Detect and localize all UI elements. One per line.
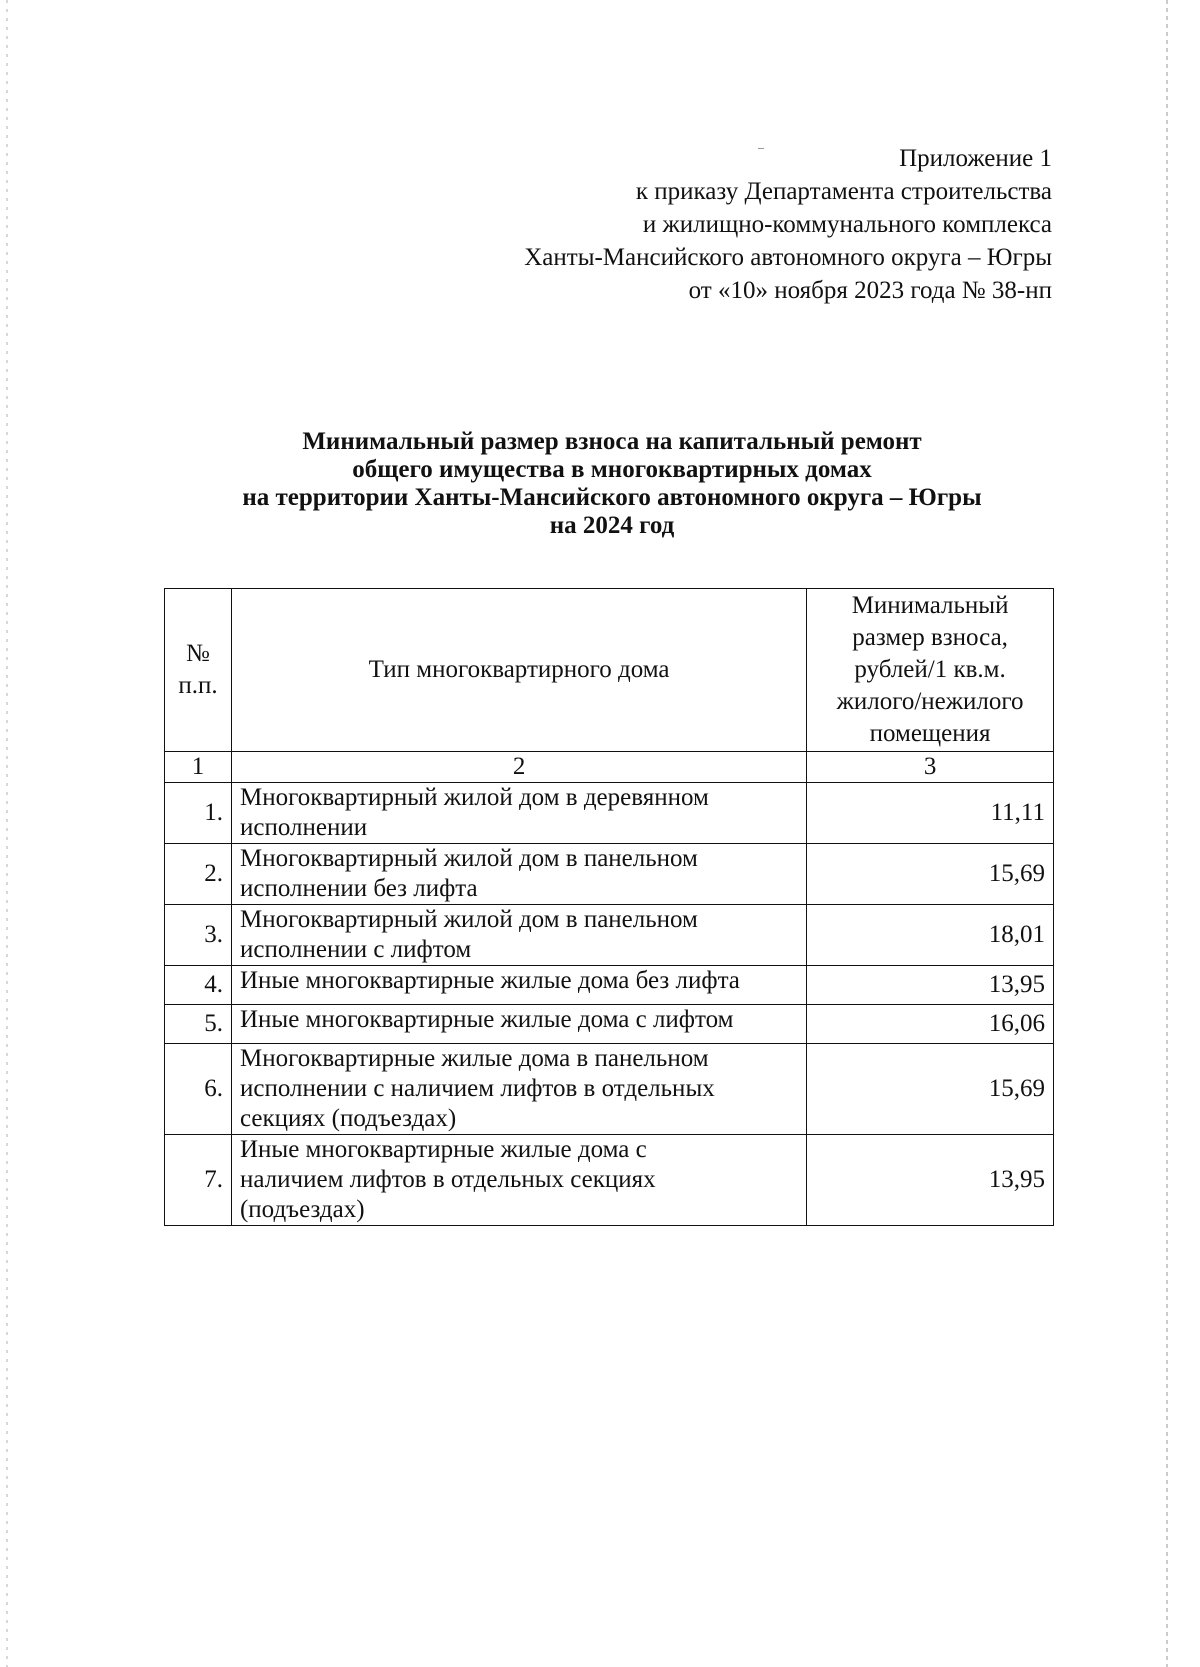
row-number: 4. [165,966,232,1005]
row-type-line: исполнении [239,814,368,841]
table-header-row [165,589,1054,752]
column-index-row [165,752,1054,783]
header-number [165,589,232,752]
row-number: 2. [165,844,232,905]
title-line: общего имущества в многоквартирных домах [352,456,872,483]
annex-line: от «10» ноября 2023 года № 38-нп [688,277,1052,304]
row-type [231,966,806,1005]
row-value: 16,06 [807,1005,1054,1044]
row-type [231,1044,806,1135]
row-type-line: исполнении с лифтом [239,936,472,963]
row-value: 18,01 [807,905,1054,966]
row-type-line: Иные многоквартирные жилые дома без лифта [239,967,740,994]
header-value-line: помещения [869,720,991,747]
row-type [231,905,806,966]
annex-line: и жилищно-коммунального комплекса [642,211,1052,238]
annex-line: к приказу Департамента строительства [635,178,1052,205]
column-index: 3 [807,752,1054,783]
row-number: 1. [165,783,232,844]
row-type-line: исполнении без лифта [239,875,478,902]
table-row [165,966,1054,1005]
row-value: 15,69 [807,844,1054,905]
row-number: 5. [165,1005,232,1044]
table-row [165,783,1054,844]
row-type [231,1135,806,1226]
row-type-line: Иные многоквартирные жилые дома с лифтом [239,1006,734,1033]
row-value: 15,69 [807,1044,1054,1135]
row-type-line: Многоквартирный жилой дом в панельном [239,906,698,933]
header-number-line: № [186,640,210,667]
annex-line: Приложение 1 [899,145,1052,172]
row-type [231,844,806,905]
row-type [231,1005,806,1044]
row-type-line: Многоквартирный жилой дом в деревянном [239,784,709,811]
header-value-line: рублей/1 кв.м. [854,656,1006,683]
row-type-line: исполнении с наличием лифтов в отдельных [239,1075,715,1102]
header-value [807,589,1054,752]
row-number: 6. [165,1044,232,1135]
column-index: 1 [165,752,232,783]
rates-table [164,588,1054,1226]
row-number: 3. [165,905,232,966]
title-line: на 2024 год [549,512,675,539]
title-line: на территории Ханты-Мансийского автономного округа – Югры [242,484,982,511]
header-value-line: жилого/нежилого [836,688,1024,715]
table-row [165,905,1054,966]
title-line: Минимальный размер взноса на капитальный ремонт [302,428,922,455]
row-type-line: (подъездах) [239,1196,365,1223]
row-type-line: секциях (подъездах) [239,1105,457,1132]
header-type: Тип многоквартирного дома [231,589,806,752]
row-type-line: Иные многоквартирные жилые дома с [239,1136,647,1163]
header-number-line: п.п. [178,672,218,699]
table-row [165,1044,1054,1135]
row-value: 11,11 [807,783,1054,844]
header-value-line: Минимальный [851,592,1009,619]
table-row [165,844,1054,905]
annex-line: Ханты-Мансийского автономного округа – Югры [524,244,1052,271]
row-type-line: Многоквартирный жилой дом в панельном [239,845,698,872]
row-type-line: Многоквартирные жилые дома в панельном [239,1045,709,1072]
table-row [165,1135,1054,1226]
document-title [160,428,1064,540]
scan-edge-left [6,0,8,1667]
row-number: 7. [165,1135,232,1226]
column-index: 2 [231,752,806,783]
annex-header [352,142,1052,307]
table-row [165,1005,1054,1044]
header-value-line: размер взноса, [852,624,1008,651]
row-value: 13,95 [807,1135,1054,1226]
row-type-line: наличием лифтов в отдельных секциях [239,1166,656,1193]
scan-edge-right [1166,0,1168,1667]
row-type [231,783,806,844]
row-value: 13,95 [807,966,1054,1005]
